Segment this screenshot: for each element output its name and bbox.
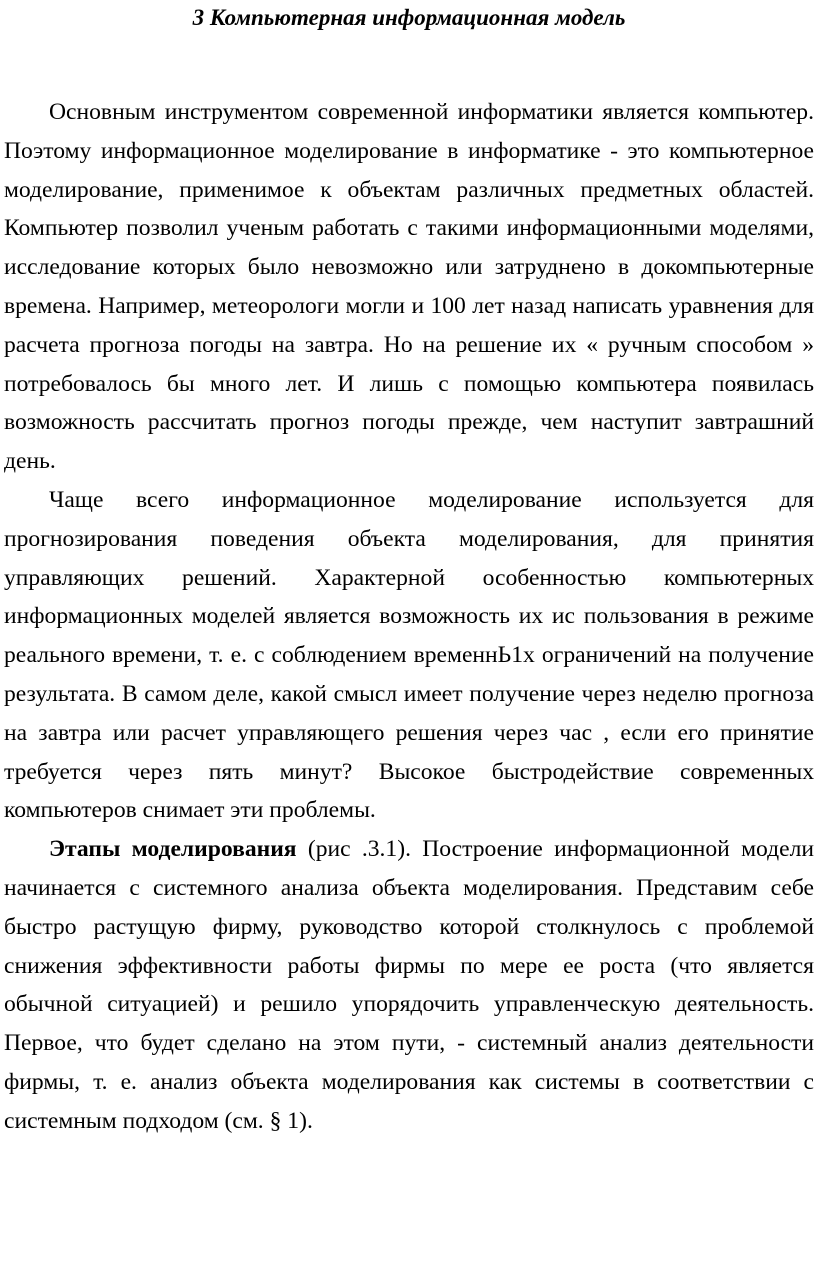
paragraph-1: Основным инструментом современной информатики является компьютер. Поэтому информационное моделирование в информатике - это компьютерное моделирование, применимое к объектам различных предметных областей. Компьютер позволил ученым работать с такими информационными моделями, исследование которых было невозможно или затруднено в докомпьютерные времена. Например, метеорологи могли и 100 лет назад написать уравнения для расчета прогноза погоды на завтра. Но на решение их « ручным способом » потребовалось бы много лет. И лишь с помощью компьютера появилась возможность рассчитать прогноз погоды прежде, чем наступит завтрашний день. <box>4 99 814 475</box>
paragraph-3-heading: Этапы моделирования <box>49 836 297 863</box>
paragraph-2: Чаще всего информационное моделирование используется для прогнозирования поведения объекта моделирования, для принятия управляющих решений. Характерной особенностью компьютерных информационных моделей является возможность их ис пользования в режиме реального времени, т. е. с соблюдением временнЬ1х ограничений на получение результата. В самом деле, какой смысл имеет получение через неделю прогноза на завтра или расчет управляющего решения через час , если его принятие требуется через пять минут? Высокое быстродействие современных компьютеров снимает эти проблемы. <box>4 486 814 824</box>
paragraph-3-text: (рис .3.1). Построение информационной модели начинается с системного анализа объекта моделирования. Представим себе быстро растущую фирму, руководство которой столкнулось с проблемой снижения эффективности работы фирмы по мере ее роста (что является обычной ситуацией) и решило упорядочить управленческую деятельность. Первое, что будет сделано на этом пути, - системный анализ деятельности фирмы, т. е. анализ объекта моделирования как системы в соответствии с системным подходом (см. § 1). <box>4 836 814 1134</box>
document-title: 3 Компьютерная информационная модель <box>192 5 626 30</box>
paragraph-3 <box>4 830 814 1140</box>
